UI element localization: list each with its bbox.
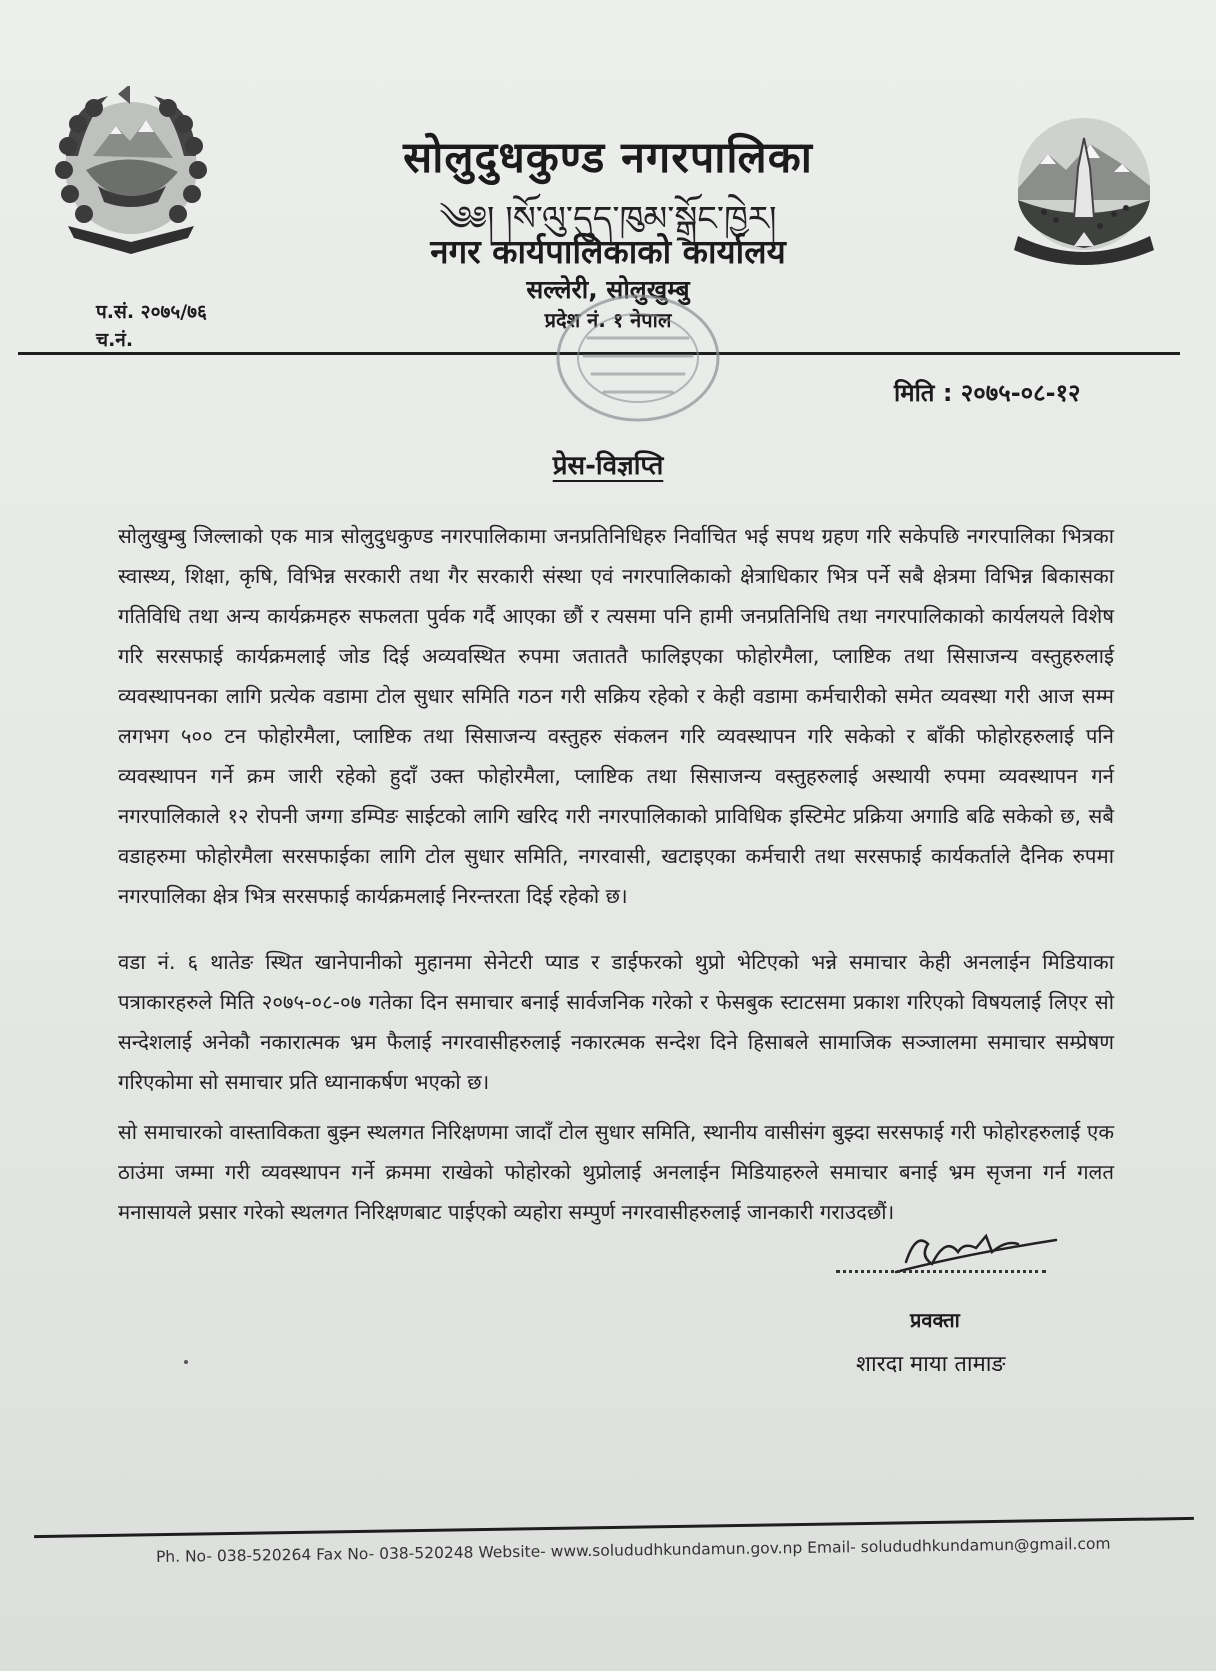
paragraph-2: वडा नं. ६ थातेङ स्थित खानेपानीको मुहानमा सेनेटरी प्याड र डाईफरको थुप्रो भेटिएको भन्ने समाचार केही अनलाईन मिडियाका पत्राकारहरुले मिति २०७५-०८-०७ गतेका दिन समाचार बनाई सार्वजनिक गरेको र फेसबुक स्टाटसमा प्रकाश गरिएको विषयलाई लिएर सो सन्देशलाई अनेकौ नकारात्मक भ्रम फैलाई नगरवासीहरुलाई नकारत्मक सन्देश दिने हिसाबले सामाजिक सञ्जालमा समाचार सम्प्रेषण गरिएकोमा सो समाचार प्रति ध्यानाकर्षण भएको छ। <box>118 950 1114 1094</box>
signature-line <box>836 1270 1046 1273</box>
reference-number: प.सं. २०७५/७६ <box>96 301 207 323</box>
signatory-name: शारदा माया तामाङ <box>856 1352 1006 1377</box>
paragraph-1: सोलुखुम्बु जिल्लाको एक मात्र सोलुदुधकुण्ड नगरपालिकामा जनप्रतिनिधिहरु निर्वाचित भई सपथ ग्रहण गरि सकेपछि नगरपालिका भित्रका स्वास्थ्य, शिक्षा, कृषि, विभिन्न सरकारी तथा गैर सरकारी संस्था एवं नगरपालिकाको क्षेत्राधिकार भित्र पर्ने सबै क्षेत्रमा विभिन्न बिकासका गतिविधि तथा अन्य कार्यक्रमहरु सफलता पुर्वक गर्दै आएका छौं र त्यसमा पनि हामी जनप्रतिनिधि तथा नगरपालिकाको कार्यलयले विशेष गरि सरसफाई कार्यक्रमलाई जोड दिई अव्यवस्थित रुपमा जताततै फालिइएका फोहोरमैला, प्लाष्टिक तथा सिसाजन्य वस्तुहरुलाई व्यवस्थापनका लागि प्रत्येक वडामा टोल सुधार समिति गठन गरी सक्रिय रहेको र केही वडामा कर्मचारीको समेत व्यवस्था गरी आज सम्म लगभग ५०० टन फोहोरमैला, प्लाष्टिक तथा सिसाजन्य वस्तुहरु संकलन गरि व्यवस्थापन गरि सकेको र बाँकी फोहोरहरुलाई पनि व्यवस्थापन गर्ने क्रम जारी रहेको हुदाँ उक्त फोहोरमैला, प्लाष्टिक तथा सिसाजन्य वस्तुहरुलाई अस्थायी रुपमा व्यवस्थापन गर्न नगरपालिकाले १२ रोपनी जग्गा डम्पिङ साईटको लागि खरिद गरी नगरपालिकाको प्राविधिक इस्टिमेट प्रक्रिया अगाडि बढि सकेको छ, सबै वडाहरुमा फोहोरमैला सरसफाईका लागि टोल सुधार समिति, नगरवासी, खटाइएका कर्मचारी तथा सरसफाई कार्यकर्ताले दैनिक रुपमा नगरपालिका क्षेत्र भित्र सरसफाई कार्यक्रमलाई निरन्तरता दिई रहेको छ। <box>118 524 1114 908</box>
contact-footer: Ph. No- 038-520264 Fax No- 038-520248 Website- www.solududhkundamun.gov.np Email- solududhkundamun@gmail.com <box>155 1534 1111 1566</box>
document-title-wrap <box>0 446 1216 482</box>
document-title: प्रेस-विज्ञप्ति <box>552 451 664 481</box>
reference-block <box>96 298 207 354</box>
handwritten-signature-icon <box>836 1222 1066 1282</box>
issue-date: मिति : २०७५-०८-१२ <box>894 379 1081 407</box>
municipality-title: सोलुदुधकुण्ड नगरपालिका <box>403 133 813 183</box>
office-stamp-icon <box>548 288 728 428</box>
paper-speck <box>184 1360 188 1364</box>
signatory-role: प्रवक्ता <box>910 1308 960 1332</box>
office-title: नगर कार्यपालिकाको कार्यालय <box>430 232 786 271</box>
province-line: प्रदेश नं. १ नेपाल <box>544 308 672 332</box>
location-line: सल्लेरी, सोलुखुम्बु <box>526 275 690 304</box>
dispatch-number: च.नं. <box>96 329 134 351</box>
tibetan-title: ༄༅། །སོ་ལུ་དུད་ཁུམ་སྒྲོང་ཁྱེར། <box>439 199 777 239</box>
paragraph-3: सो समाचारको वास्ताविकता बुझ्न स्थलगत निरिक्षणमा जादाँ टोल सुधार समिति, स्थानीय वासीसंग बुझ्दा सरसफाई गरी फोहोरहरुलाई एक ठाउंमा जम्मा गरी व्यवस्थापन गर्ने क्रममा राखेको फोहोरको थुप्रोलाई अनलाईन मिडियाहरुले समाचार बनाई भ्रम सृजना गर्न गलत मनासायले प्रसार गरेको स्थलगत निरिक्षणबाट पाईएको व्यहोरा सम्पुर्ण नगरवासीहरुलाई जानकारी गराउदछौं। <box>118 1120 1114 1224</box>
